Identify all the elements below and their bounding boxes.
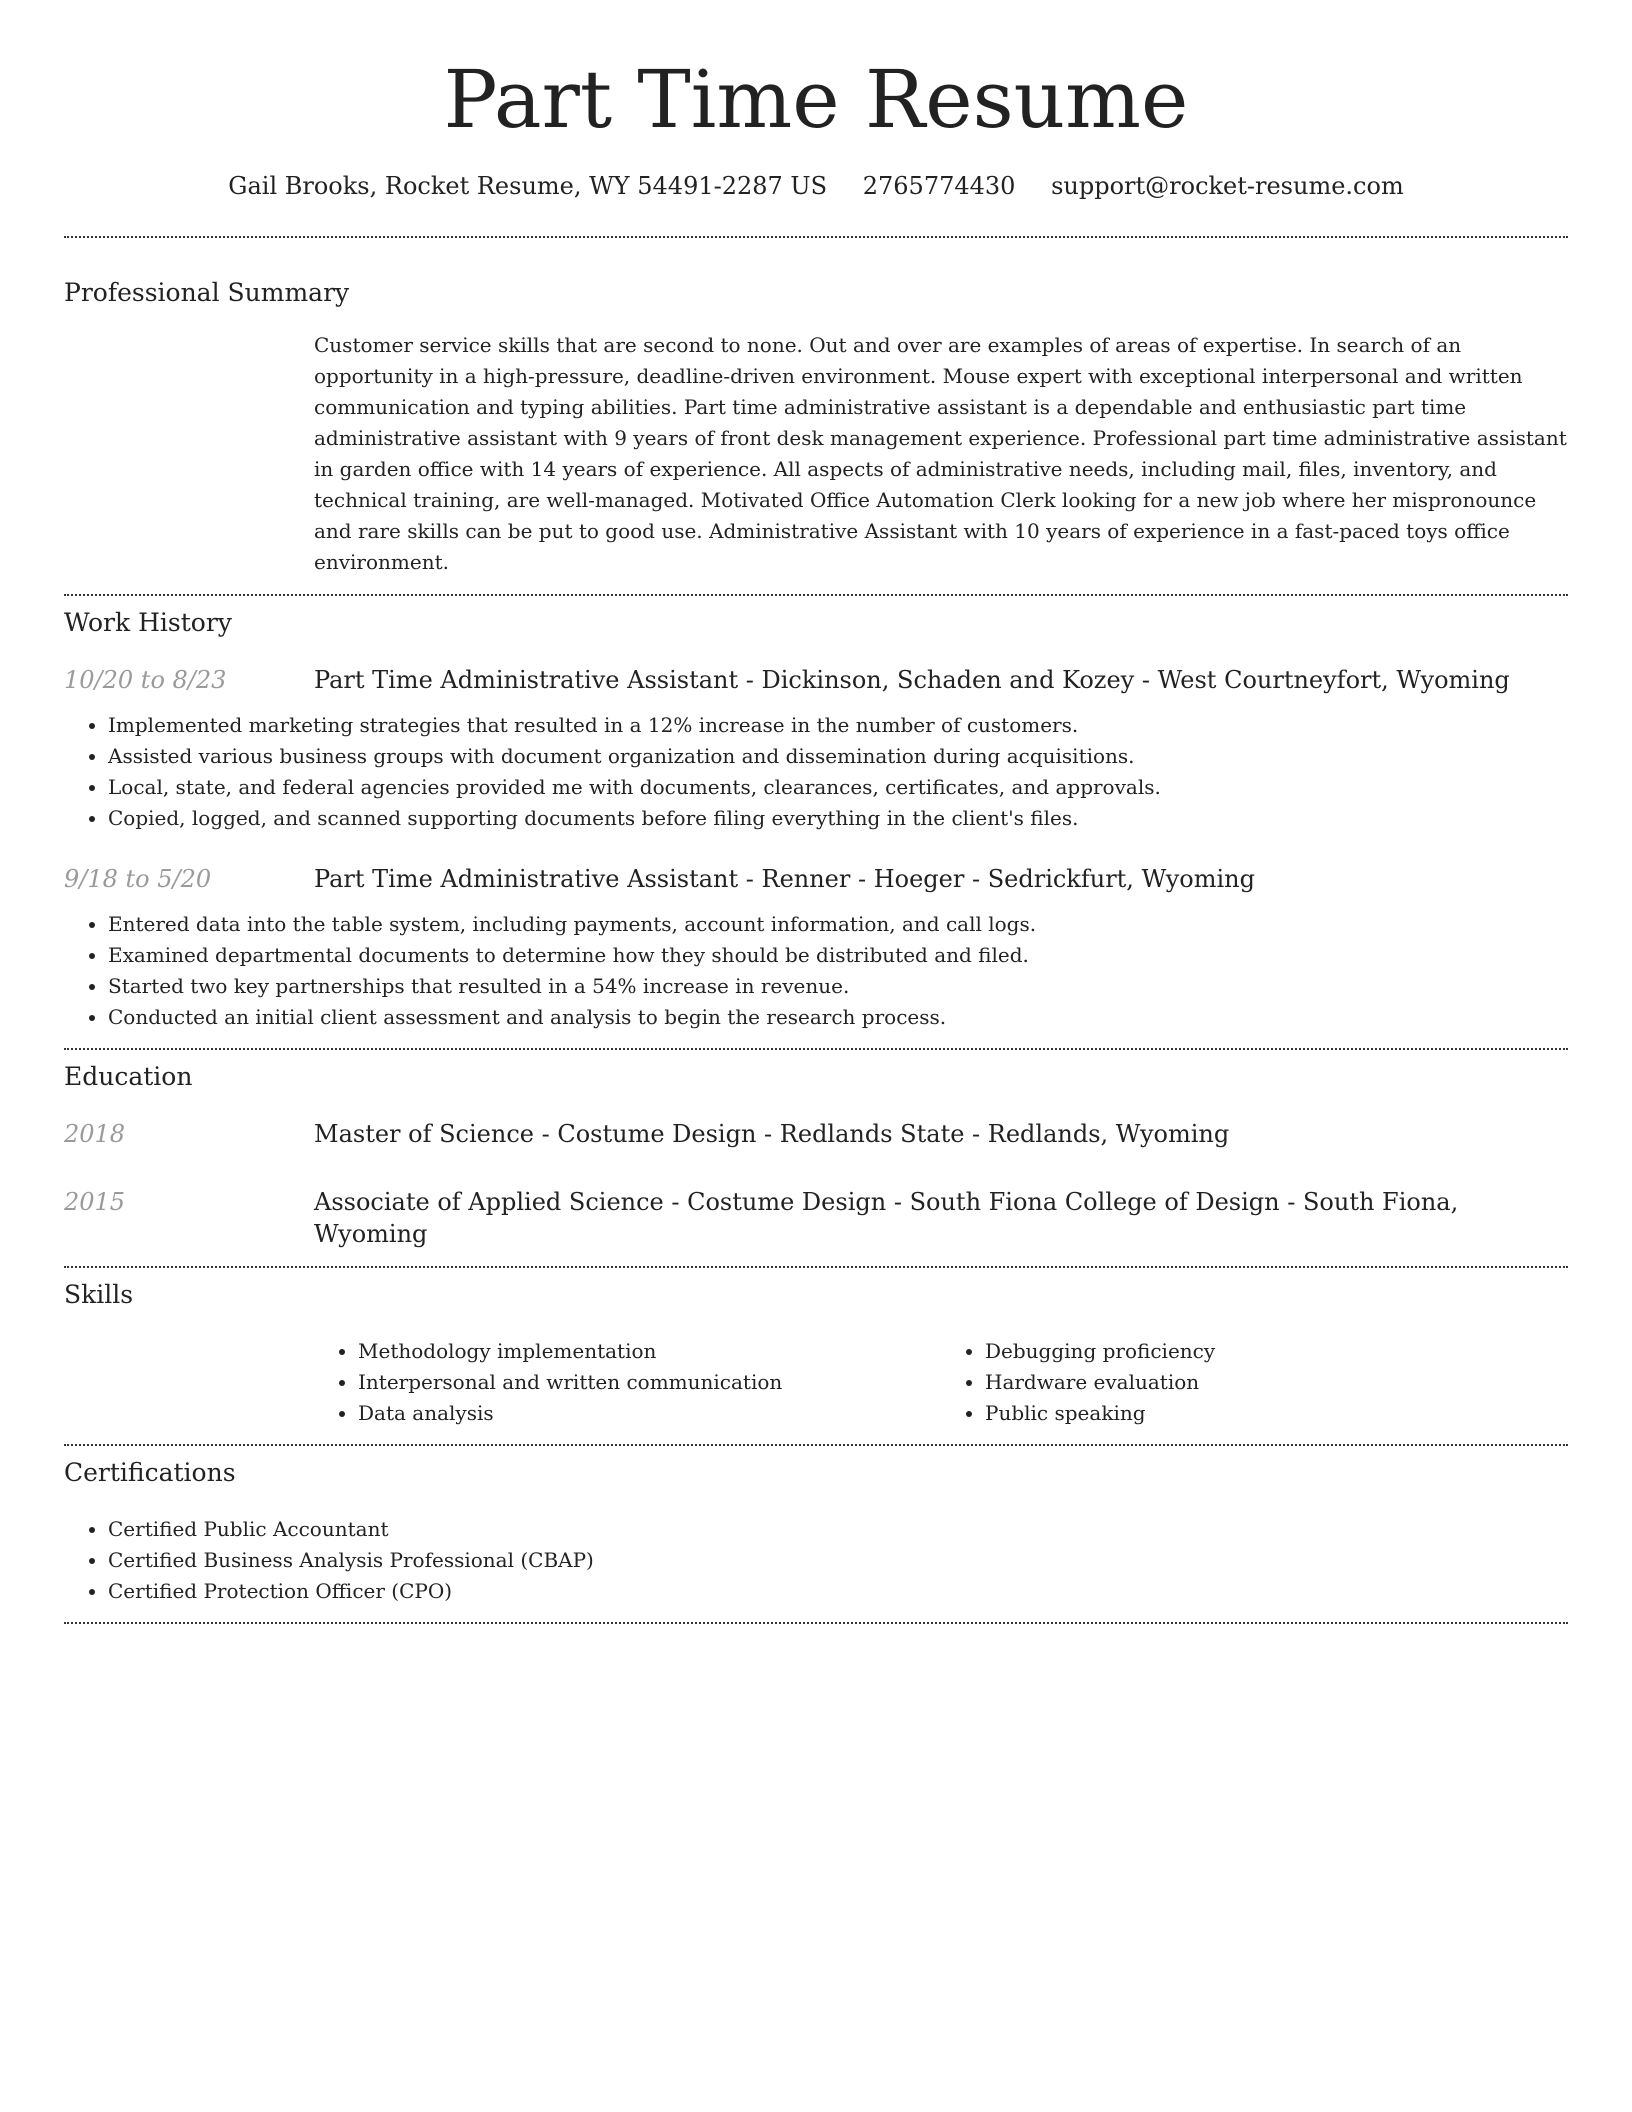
education-entry	[64, 1118, 1568, 1150]
education-degree: Master of Science - Costume Design	[314, 1120, 757, 1148]
education-year: 2015	[64, 1188, 126, 1216]
resume-title: Part Time Resume	[443, 53, 1189, 146]
contact-phone: 2765774430	[862, 172, 1016, 200]
list-item: • Certified Public Accountant	[108, 1514, 1568, 1545]
education-school: - Redlands State - Redlands, Wyoming	[756, 1120, 1230, 1148]
contact-email: support@rocket-resume.com	[1051, 172, 1404, 200]
list-item: • Started two key partnerships that resulted in a 54% increase in revenue.	[108, 971, 1568, 1002]
summary-heading: Professional Summary	[64, 278, 350, 307]
resume-page	[64, 0, 1568, 1624]
list-item: • Certified Protection Officer (CPO)	[108, 1576, 1568, 1607]
education-heading: Education	[64, 1062, 193, 1091]
job-entry	[64, 863, 1568, 1033]
education-entry	[64, 1186, 1568, 1250]
job-bullets	[64, 710, 1568, 834]
job-dates: 9/18 to 5/20	[64, 865, 212, 893]
list-item: • Public speaking	[985, 1398, 1568, 1429]
certifications-section	[64, 1446, 1568, 1607]
skills-section	[64, 1268, 1568, 1429]
education-school: - South Fiona College of Design - South Fiona, Wyoming	[314, 1188, 1459, 1248]
list-item: • Local, state, and federal agencies provided me with documents, clearances, certificates, and approvals.	[108, 772, 1568, 803]
job-bullets	[64, 909, 1568, 1033]
skills-list-left	[314, 1336, 941, 1429]
job-title: Part Time Administrative Assistant - Renner - Hoeger - Sedrickfurt, Wyoming	[314, 865, 1255, 893]
education-section	[64, 1050, 1568, 1250]
skills-list-right	[941, 1336, 1568, 1429]
work-history-heading: Work History	[64, 608, 232, 637]
job-title: Part Time Administrative Assistant - Dickinson, Schaden and Kozey - West Courtneyfort, Wyoming	[314, 666, 1510, 694]
job-dates: 10/20 to 8/23	[64, 666, 227, 694]
contact-line	[64, 170, 1568, 202]
work-history-section	[64, 596, 1568, 1033]
list-item: • Entered data into the table system, including payments, account information, and call logs.	[108, 909, 1568, 940]
list-item: • Certified Business Analysis Professional (CBAP)	[108, 1545, 1568, 1576]
certifications-list	[64, 1514, 1568, 1607]
contact-address: Gail Brooks, Rocket Resume, WY 54491-2287 US	[228, 172, 828, 200]
education-degree: Associate of Applied Science - Costume Design	[314, 1188, 887, 1216]
list-item: • Methodology implementation	[358, 1336, 941, 1367]
list-item: • Hardware evaluation	[985, 1367, 1568, 1398]
list-item: • Conducted an initial client assessment and analysis to begin the research process.	[108, 1002, 1568, 1033]
divider	[64, 1622, 1568, 1624]
skills-grid	[314, 1336, 1568, 1429]
list-item: • Assisted various business groups with document organization and dissemination during acquisitions.	[108, 741, 1568, 772]
education-year: 2018	[64, 1120, 126, 1148]
list-item: • Examined departmental documents to determine how they should be distributed and filed.	[108, 940, 1568, 971]
summary-section	[64, 238, 1568, 578]
job-entry	[64, 664, 1568, 834]
certifications-heading: Certifications	[64, 1458, 236, 1487]
summary-text: Customer service skills that are second to none. Out and over are examples of areas of expertise. In search of an opportunity in a high-pressure, deadline-driven environment. Mouse expert with exceptional interpersonal and written communication and typing abilities. Part time administrative assistant is a dependable and enthusiastic part time administrative assistant with 9 years of front desk management experience. Professional part time administrative assistant in garden office with 14 years of experience. All aspects of administrative needs, including mail, files, inventory, and technical training, are well-managed. Motivated Office Automation Clerk looking for a new job where her mispronounce and rare skills can be put to good use. Administrative Assistant with 10 years of experience in a fast-paced toys office environment.	[314, 333, 1567, 574]
list-item: • Interpersonal and written communication	[358, 1367, 941, 1398]
list-item: • Data analysis	[358, 1398, 941, 1429]
list-item: • Debugging proficiency	[985, 1336, 1568, 1367]
skills-heading: Skills	[64, 1280, 134, 1309]
list-item: • Implemented marketing strategies that resulted in a 12% increase in the number of customers.	[108, 710, 1568, 741]
list-item: • Copied, logged, and scanned supporting documents before filing everything in the client's files.	[108, 803, 1568, 834]
